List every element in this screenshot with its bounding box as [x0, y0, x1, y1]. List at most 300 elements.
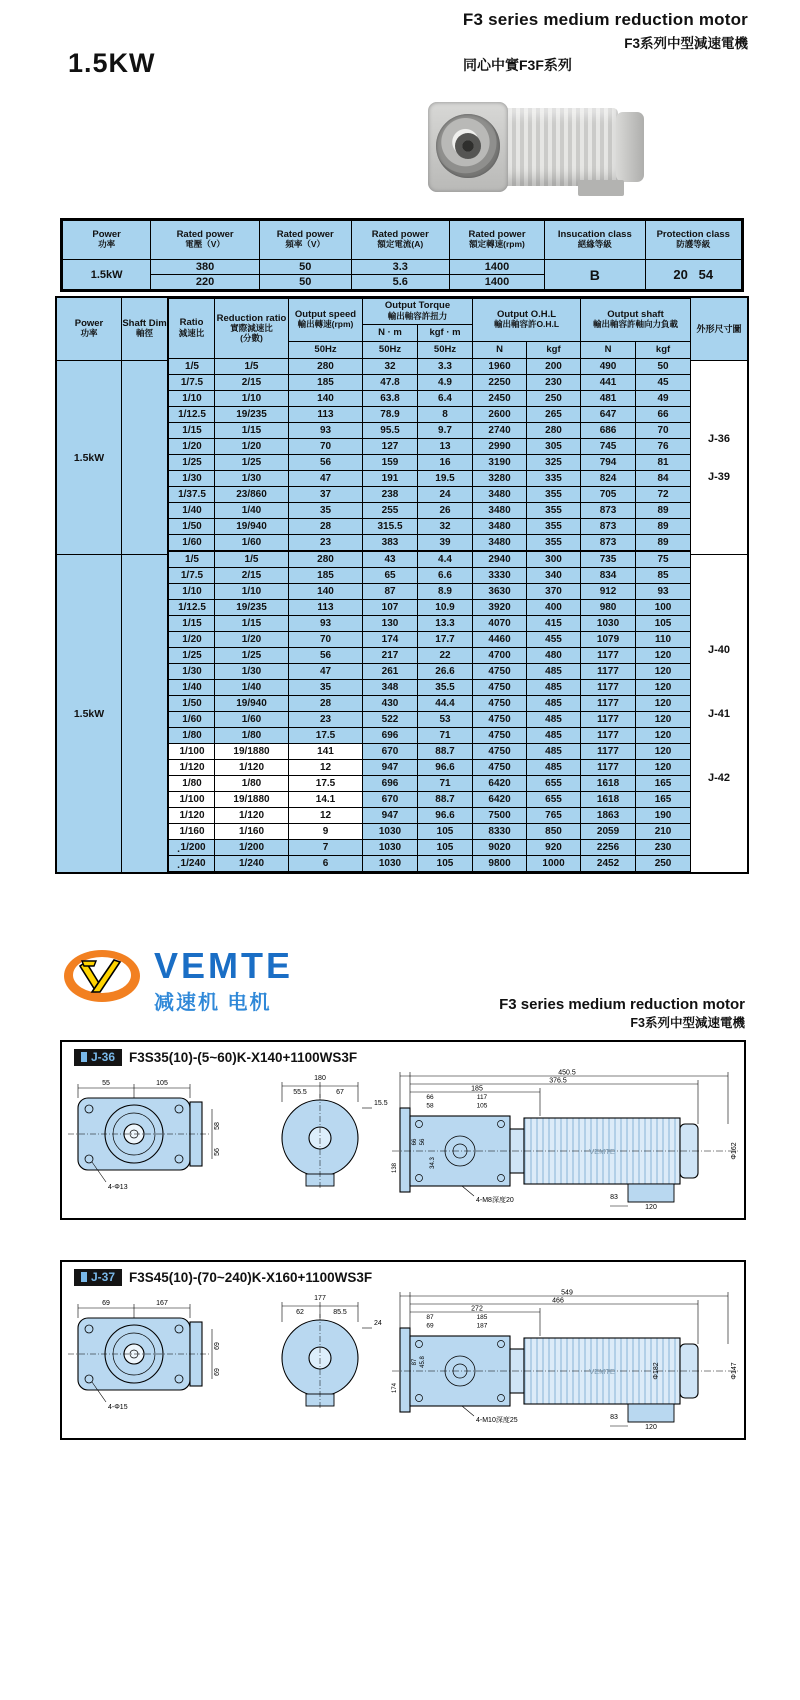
- cell-ohl-kgf: 325: [527, 455, 581, 471]
- cell-ratio: $_▪$1/240: [169, 856, 215, 872]
- cell-ohl-kgf: 300: [527, 551, 581, 568]
- cell-shaft-n: 686: [581, 423, 636, 439]
- table-row: [169, 455, 691, 471]
- cell-shaft-n: 980: [581, 600, 636, 616]
- cell-speed: 28: [289, 519, 363, 535]
- cell-ohl-n: 2600: [473, 407, 527, 423]
- svg-text:87: 87: [412, 1358, 418, 1366]
- ratio-header-reduction: Reduction ratio 實際減速比 (分數): [215, 299, 289, 359]
- cell-reduction: 1/10: [215, 391, 289, 407]
- cell-shaft-kgf: 165: [636, 792, 691, 808]
- cell-shaft-kgf: 72: [636, 487, 691, 503]
- cell-ohl-kgf: 655: [527, 792, 581, 808]
- cell-shaft-n: 490: [581, 359, 636, 375]
- cell-shaft-n: 647: [581, 407, 636, 423]
- cell-ohl-kgf: 920: [527, 840, 581, 856]
- header-subtitle: 同心中實F3F系列: [463, 57, 572, 73]
- cell-reduction: 19/1880: [215, 744, 289, 760]
- cell-torque-nm: 65: [363, 568, 418, 584]
- cell-torque-kgfm: 105: [418, 824, 473, 840]
- drawing-code-badge: J-36: [74, 1049, 122, 1066]
- cell-reduction: 1/60: [215, 712, 289, 728]
- cell-speed: 12: [289, 808, 363, 824]
- spec-header-cell: Rated power 頻率（V）: [259, 221, 351, 260]
- cell-shaft-kgf: 110: [636, 632, 691, 648]
- cell-reduction: 1/25: [215, 648, 289, 664]
- svg-text:56: 56: [214, 1148, 221, 1156]
- cell-shaft-n: 705: [581, 487, 636, 503]
- cell-speed: 70: [289, 632, 363, 648]
- cell-shaft-kgf: 120: [636, 680, 691, 696]
- cell-torque-kgfm: 35.5: [418, 680, 473, 696]
- cell-shaft-kgf: 85: [636, 568, 691, 584]
- cell-shaft-n: 745: [581, 439, 636, 455]
- cell-torque-kgfm: 39: [418, 535, 473, 552]
- cell-ratio: 1/20: [169, 632, 215, 648]
- cell-ohl-kgf: 485: [527, 664, 581, 680]
- cell-torque-nm: 383: [363, 535, 418, 552]
- cell-shaft-kgf: 250: [636, 856, 691, 872]
- cell-shaft-n: 1177: [581, 744, 636, 760]
- cell-ratio: 1/5: [169, 359, 215, 375]
- ratio-block2-rows: [169, 551, 691, 872]
- cell-shaft-kgf: 120: [636, 744, 691, 760]
- cell-torque-kgfm: 8.9: [418, 584, 473, 600]
- cell-torque-kgfm: 4.4: [418, 551, 473, 568]
- ratio-col-power: [57, 298, 122, 872]
- drawing-canvas: [62, 1068, 744, 1210]
- cell-ratio: 1/100: [169, 744, 215, 760]
- svg-text:466: 466: [552, 1297, 564, 1305]
- motor-endcap: [616, 112, 644, 182]
- cell-reduction: 1/30: [215, 664, 289, 680]
- cell-shaft-n: 1177: [581, 664, 636, 680]
- cell-shaft-n: 2452: [581, 856, 636, 872]
- drawing-canvas: [62, 1288, 744, 1430]
- cell-torque-kgfm: 16: [418, 455, 473, 471]
- cell-ohl-n: 3920: [473, 600, 527, 616]
- cell-shaft-kgf: 120: [636, 664, 691, 680]
- torque-hz-header: 50Hz: [363, 342, 418, 359]
- cell-ohl-n: 2940: [473, 551, 527, 568]
- cell-speed: 12: [289, 760, 363, 776]
- cell-reduction: 19/940: [215, 519, 289, 535]
- spec-header-cell: Insucation class 絕緣等級: [545, 221, 645, 260]
- table-row: [169, 808, 691, 824]
- cell-reduction: 19/235: [215, 600, 289, 616]
- cell-ohl-kgf: 455: [527, 632, 581, 648]
- cell-torque-nm: 670: [363, 744, 418, 760]
- spec-insulation: B: [545, 260, 645, 290]
- cell-shaft-n: 1177: [581, 760, 636, 776]
- svg-text:66: 66: [412, 1138, 418, 1146]
- cell-ohl-kgf: 655: [527, 776, 581, 792]
- torque-kgfm-header: kgf · m: [418, 325, 473, 342]
- dimref-block2: [691, 555, 747, 872]
- cell-shaft-n: 1177: [581, 696, 636, 712]
- cell-shaft-kgf: 84: [636, 471, 691, 487]
- cell-speed: 23: [289, 535, 363, 552]
- cell-shaft-kgf: 93: [636, 584, 691, 600]
- cell-ohl-kgf: 485: [527, 680, 581, 696]
- drawing-ref-label: J-36: [708, 432, 731, 445]
- ratio-power-header: Power 功率: [57, 298, 121, 361]
- cell-shaft-n: 1618: [581, 792, 636, 808]
- svg-text:4-Φ13: 4-Φ13: [108, 1184, 128, 1191]
- svg-text:Φ182: Φ182: [653, 1362, 660, 1380]
- cell-speed: 140: [289, 584, 363, 600]
- spec-current: 5.6: [351, 275, 449, 290]
- cell-torque-kgfm: 9.7: [418, 423, 473, 439]
- cell-shaft-n: 1079: [581, 632, 636, 648]
- cell-ohl-n: 4070: [473, 616, 527, 632]
- cell-ratio: 1/40: [169, 503, 215, 519]
- table-row: [169, 519, 691, 535]
- cell-torque-kgfm: 96.6: [418, 808, 473, 824]
- table-row: [169, 792, 691, 808]
- svg-text:105: 105: [476, 1102, 488, 1110]
- cell-ratio: 1/40: [169, 680, 215, 696]
- cell-shaft-n: 1177: [581, 712, 636, 728]
- cell-ohl-kgf: 850: [527, 824, 581, 840]
- cell-shaft-kgf: 66: [636, 407, 691, 423]
- cell-ohl-kgf: 765: [527, 808, 581, 824]
- shaft-kgf-header: kgf: [636, 342, 691, 359]
- cell-ohl-kgf: 485: [527, 712, 581, 728]
- cell-speed: 17.5: [289, 728, 363, 744]
- section-header-en: F3 series medium reduction motor: [499, 996, 745, 1013]
- cell-reduction: 1/120: [215, 808, 289, 824]
- cell-reduction: 19/940: [215, 696, 289, 712]
- cell-torque-kgfm: 17.7: [418, 632, 473, 648]
- cell-ohl-n: 4750: [473, 744, 527, 760]
- svg-text:4-M10深度25: 4-M10深度25: [476, 1417, 518, 1424]
- cell-shaft-kgf: 45: [636, 375, 691, 391]
- cell-speed: 113: [289, 407, 363, 423]
- svg-text:45.8: 45.8: [420, 1356, 426, 1368]
- cell-ohl-n: 2250: [473, 375, 527, 391]
- cell-ohl-n: 4750: [473, 760, 527, 776]
- cell-shaft-kgf: 100: [636, 600, 691, 616]
- cell-shaft-kgf: 120: [636, 648, 691, 664]
- cell-ratio: 1/7.5: [169, 375, 215, 391]
- svg-text:180: 180: [314, 1075, 326, 1082]
- cell-speed: 93: [289, 423, 363, 439]
- cell-ohl-kgf: 1000: [527, 856, 581, 872]
- cell-ohl-n: 2990: [473, 439, 527, 455]
- cell-ratio: 1/60: [169, 712, 215, 728]
- cell-ohl-kgf: 485: [527, 728, 581, 744]
- cell-torque-nm: 130: [363, 616, 418, 632]
- ratio-block1-rows: [169, 359, 691, 552]
- cell-ohl-n: 7500: [473, 808, 527, 824]
- cell-torque-kgfm: 53: [418, 712, 473, 728]
- cell-torque-nm: 63.8: [363, 391, 418, 407]
- table-row: [169, 503, 691, 519]
- svg-text:450.5: 450.5: [558, 1069, 576, 1077]
- table-row: [169, 568, 691, 584]
- cell-shaft-n: 735: [581, 551, 636, 568]
- table-row: [169, 648, 691, 664]
- svg-text:174: 174: [392, 1382, 398, 1394]
- cell-shaft-kgf: 81: [636, 455, 691, 471]
- cell-ohl-kgf: 485: [527, 744, 581, 760]
- cell-torque-kgfm: 13: [418, 439, 473, 455]
- cell-ratio: 1/30: [169, 664, 215, 680]
- section-header-zh: F3系列中型減速電機: [630, 1016, 745, 1030]
- table-row: [169, 760, 691, 776]
- spec-table: [60, 218, 744, 292]
- motor-gearhead: [428, 102, 508, 192]
- cell-torque-kgfm: 32: [418, 519, 473, 535]
- svg-text:185: 185: [476, 1314, 488, 1321]
- cell-reduction: 1/120: [215, 760, 289, 776]
- motor-body: [500, 108, 618, 186]
- cell-shaft-n: 794: [581, 455, 636, 471]
- cell-torque-kgfm: 88.7: [418, 792, 473, 808]
- cell-shaft-kgf: 120: [636, 712, 691, 728]
- cell-speed: 47: [289, 664, 363, 680]
- cell-ratio: 1/30: [169, 471, 215, 487]
- cell-torque-nm: 261: [363, 664, 418, 680]
- cell-ohl-kgf: 400: [527, 600, 581, 616]
- badge-square-icon: [81, 1052, 87, 1062]
- cell-reduction: 1/160: [215, 824, 289, 840]
- cell-torque-kgfm: 6.4: [418, 391, 473, 407]
- cell-shaft-n: 824: [581, 471, 636, 487]
- table-row: [169, 840, 691, 856]
- svg-text:85.5: 85.5: [333, 1309, 347, 1316]
- svg-text:69: 69: [102, 1300, 110, 1307]
- svg-text:34.3: 34.3: [430, 1157, 436, 1169]
- cell-speed: 35: [289, 503, 363, 519]
- svg-text:Φ147: Φ147: [731, 1362, 738, 1380]
- cell-ohl-n: 3190: [473, 455, 527, 471]
- spec-header-cell: Power 功率: [63, 221, 151, 260]
- cell-speed: 23: [289, 712, 363, 728]
- logo-emblem-icon: [62, 948, 146, 1006]
- cell-torque-nm: 78.9: [363, 407, 418, 423]
- cell-speed: 6: [289, 856, 363, 872]
- cell-reduction: 1/40: [215, 680, 289, 696]
- spec-speed: 1400: [450, 275, 545, 290]
- cell-torque-kgfm: 3.3: [418, 359, 473, 375]
- drawing-model-name: F3S35(10)-(5~60)K-X140+1100WS3F: [129, 1050, 358, 1065]
- cell-ohl-n: 2740: [473, 423, 527, 439]
- svg-text:24: 24: [374, 1320, 382, 1327]
- cell-reduction: 1/40: [215, 503, 289, 519]
- cell-reduction: 23/860: [215, 487, 289, 503]
- cell-shaft-n: 441: [581, 375, 636, 391]
- cell-speed: 47: [289, 471, 363, 487]
- cell-ohl-n: 3280: [473, 471, 527, 487]
- vemte-logo: [62, 945, 294, 1015]
- drawings-section: [60, 1040, 746, 1480]
- cell-torque-kgfm: 105: [418, 856, 473, 872]
- cell-speed: 280: [289, 551, 363, 568]
- table-row: [169, 439, 691, 455]
- cell-shaft-n: 912: [581, 584, 636, 600]
- table-row: [169, 776, 691, 792]
- table-row: [169, 359, 691, 375]
- spec-header-cell: Rated power 電壓（V）: [151, 221, 260, 260]
- cell-ratio: 1/12.5: [169, 600, 215, 616]
- ratio-header-torque: Output Torque 輸出軸容許扭力: [363, 299, 473, 325]
- cell-ohl-kgf: 340: [527, 568, 581, 584]
- cell-ohl-kgf: 355: [527, 519, 581, 535]
- svg-text:15.5: 15.5: [374, 1100, 388, 1107]
- dimref-block1: [691, 361, 747, 555]
- cell-shaft-kgf: 105: [636, 616, 691, 632]
- drawing-title: [62, 1262, 744, 1286]
- drawing-ref-label: J-42: [708, 771, 731, 784]
- cell-torque-nm: 947: [363, 808, 418, 824]
- cell-ratio: 1/160: [169, 824, 215, 840]
- svg-text:138: 138: [392, 1162, 398, 1174]
- table-row: [169, 551, 691, 568]
- ratio-header-ohl: Output O.H.L 輸出軸容許O.H.L: [473, 299, 581, 342]
- svg-text:66: 66: [426, 1094, 434, 1101]
- svg-text:69: 69: [426, 1322, 434, 1330]
- cell-torque-kgfm: 26.6: [418, 664, 473, 680]
- cell-speed: 56: [289, 455, 363, 471]
- svg-text:Φ162: Φ162: [731, 1142, 738, 1160]
- cell-torque-kgfm: 22: [418, 648, 473, 664]
- spec-header-cell: Rated power 額定轉速(rpm): [450, 221, 545, 260]
- cell-ohl-n: 4460: [473, 632, 527, 648]
- svg-text:4-Φ15: 4-Φ15: [108, 1404, 128, 1411]
- cell-torque-nm: 696: [363, 776, 418, 792]
- section-header: [499, 996, 745, 1031]
- cell-torque-nm: 95.5: [363, 423, 418, 439]
- svg-text:272: 272: [471, 1305, 483, 1313]
- cell-ohl-kgf: 250: [527, 391, 581, 407]
- cell-shaft-n: 1863: [581, 808, 636, 824]
- cell-reduction: 1/5: [215, 359, 289, 375]
- table-row: [169, 471, 691, 487]
- table-row: [169, 712, 691, 728]
- torque-nm-header: N · m: [363, 325, 418, 342]
- ratio-shaft-block2: [122, 555, 167, 872]
- cell-ratio: 1/20: [169, 439, 215, 455]
- cell-ratio: 1/120: [169, 760, 215, 776]
- cell-shaft-n: 2059: [581, 824, 636, 840]
- spec-voltage: 380: [151, 260, 260, 275]
- table-row: [169, 680, 691, 696]
- table-row: [169, 728, 691, 744]
- cell-shaft-n: 1177: [581, 728, 636, 744]
- cell-ratio: 1/25: [169, 455, 215, 471]
- cell-reduction: 1/20: [215, 632, 289, 648]
- cell-shaft-kgf: 190: [636, 808, 691, 824]
- cell-ohl-kgf: 370: [527, 584, 581, 600]
- ratio-power-block1: 1.5kW: [57, 361, 121, 555]
- cell-shaft-n: 1030: [581, 616, 636, 632]
- drawing-title: [62, 1042, 744, 1066]
- brand-name-zh: 减速机 电机: [154, 992, 272, 1014]
- cell-reduction: 1/10: [215, 584, 289, 600]
- ratio-shaft-header: Shaft Dim 軸徑: [122, 298, 167, 361]
- cell-ohl-n: 3480: [473, 487, 527, 503]
- table-row: [169, 632, 691, 648]
- cell-speed: 7: [289, 840, 363, 856]
- cell-torque-kgfm: 71: [418, 776, 473, 792]
- dimension-drawing: [60, 1040, 746, 1220]
- svg-text:83: 83: [610, 1414, 618, 1421]
- table-row: [169, 856, 691, 872]
- cell-torque-nm: 43: [363, 551, 418, 568]
- cell-torque-kgfm: 26: [418, 503, 473, 519]
- table-row: [169, 600, 691, 616]
- cell-shaft-kgf: 210: [636, 824, 691, 840]
- cell-reduction: 1/25: [215, 455, 289, 471]
- table-row: [169, 535, 691, 552]
- svg-text:55.5: 55.5: [293, 1089, 307, 1096]
- cell-ratio: 1/50: [169, 696, 215, 712]
- cell-ratio: 1/80: [169, 728, 215, 744]
- table-row: [169, 664, 691, 680]
- cell-shaft-kgf: 120: [636, 760, 691, 776]
- cell-reduction: 1/15: [215, 616, 289, 632]
- cell-speed: 141: [289, 744, 363, 760]
- cell-speed: 70: [289, 439, 363, 455]
- cell-ohl-n: 4750: [473, 696, 527, 712]
- cell-torque-nm: 191: [363, 471, 418, 487]
- cell-ohl-n: 6420: [473, 792, 527, 808]
- cell-torque-kgfm: 44.4: [418, 696, 473, 712]
- spec-protection: 20 54: [645, 260, 741, 290]
- cell-speed: 14.1: [289, 792, 363, 808]
- cell-speed: 113: [289, 600, 363, 616]
- cell-ohl-kgf: 355: [527, 503, 581, 519]
- cell-torque-nm: 947: [363, 760, 418, 776]
- cell-torque-nm: 430: [363, 696, 418, 712]
- cell-ohl-kgf: 280: [527, 423, 581, 439]
- svg-text:58: 58: [214, 1122, 221, 1130]
- cell-ohl-n: 3480: [473, 535, 527, 552]
- cell-torque-nm: 47.8: [363, 375, 418, 391]
- svg-text:58: 58: [426, 1102, 434, 1110]
- cell-torque-kgfm: 96.6: [418, 760, 473, 776]
- drawing-ref-label: J-41: [708, 707, 731, 720]
- svg-text:177: 177: [314, 1295, 326, 1302]
- cell-ohl-kgf: 355: [527, 487, 581, 503]
- header-title-zh: F3系列中型減速電機: [624, 36, 748, 51]
- cell-torque-kgfm: 71: [418, 728, 473, 744]
- spec-row-380: [63, 260, 742, 275]
- cell-ratio: 1/7.5: [169, 568, 215, 584]
- cell-torque-kgfm: 6.6: [418, 568, 473, 584]
- spec-freq: 50: [259, 275, 351, 290]
- svg-text:69: 69: [214, 1342, 221, 1350]
- cell-ohl-kgf: 265: [527, 407, 581, 423]
- table-row: [169, 744, 691, 760]
- cell-torque-nm: 32: [363, 359, 418, 375]
- cell-ratio: 1/37.5: [169, 487, 215, 503]
- cell-shaft-n: 1177: [581, 648, 636, 664]
- svg-text:120: 120: [645, 1204, 657, 1210]
- cell-shaft-kgf: 75: [636, 551, 691, 568]
- cell-torque-nm: 315.5: [363, 519, 418, 535]
- drawing-code-badge: J-37: [74, 1269, 122, 1286]
- table-row: [169, 423, 691, 439]
- cell-ohl-kgf: 485: [527, 696, 581, 712]
- cell-ohl-n: 8330: [473, 824, 527, 840]
- cell-ohl-n: 4750: [473, 680, 527, 696]
- ratio-table: [55, 296, 749, 874]
- cell-ohl-kgf: 485: [527, 760, 581, 776]
- cell-torque-nm: 217: [363, 648, 418, 664]
